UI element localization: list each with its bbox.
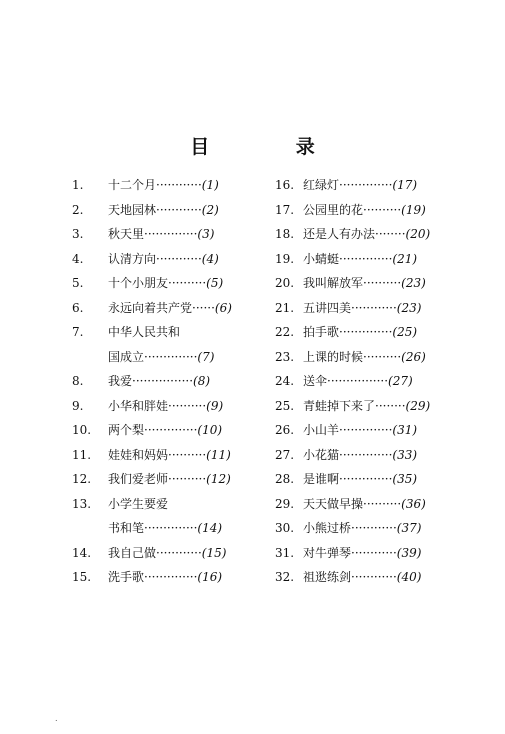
toc-entry-number: 29. <box>275 496 295 511</box>
toc-entry-title: 青蛙掉下来了 <box>303 398 376 413</box>
toc-entry-page: (27) <box>388 374 413 388</box>
toc-entry-page: (14) <box>197 521 223 535</box>
toc-entry-number: 5. <box>72 276 84 290</box>
toc-entry[interactable] <box>275 247 475 272</box>
toc-entry-title: 还是人有办法 <box>303 227 376 241</box>
toc-entry-number: 31. <box>275 545 295 560</box>
toc-entry[interactable] <box>72 320 272 345</box>
toc-entry[interactable] <box>72 541 272 566</box>
toc-entry-title: 公园里的花 <box>303 202 364 217</box>
toc-entry-number: 25. <box>275 398 295 413</box>
toc-entry-title: 小花猫 <box>303 447 340 462</box>
toc-dot-leader: ·············· <box>144 521 198 535</box>
toc-entry[interactable] <box>72 296 272 321</box>
toc-entry-title: 天地园林 <box>108 202 157 217</box>
toc-dot-leader: ············ <box>351 545 397 560</box>
toc-entry-page: (15) <box>201 545 227 560</box>
page-title: 目 录 <box>190 136 355 158</box>
toc-entry-number: 7. <box>72 325 84 339</box>
toc-entry[interactable] <box>72 247 272 272</box>
toc-entry-page: (36) <box>401 496 426 511</box>
toc-entry-page: (40) <box>396 570 422 584</box>
toc-entry-number: 20. <box>275 276 295 290</box>
toc-entry[interactable] <box>275 369 475 394</box>
toc-entry-number: 24. <box>275 374 295 388</box>
toc-dot-leader: ·············· <box>339 447 393 462</box>
toc-dot-leader: ············ <box>351 521 397 535</box>
toc-entry-number: 2. <box>72 202 84 217</box>
toc-entry[interactable] <box>72 516 272 541</box>
toc-entry[interactable] <box>72 271 272 296</box>
toc-entry[interactable] <box>72 173 272 198</box>
toc-entry-page: (16) <box>197 570 223 584</box>
toc-dot-leader: ·········· <box>168 398 207 413</box>
toc-entry-title: 国成立 <box>108 349 145 364</box>
toc-dot-leader: ·········· <box>168 472 207 486</box>
toc-entry-number: 6. <box>72 300 84 315</box>
toc-dot-leader: ·········· <box>168 276 207 290</box>
toc-dot-leader: ················ <box>132 374 194 388</box>
toc-entry[interactable] <box>275 271 475 296</box>
toc-entry[interactable] <box>72 418 272 443</box>
toc-left-column <box>72 173 272 590</box>
toc-dot-leader: ·············· <box>339 472 393 486</box>
toc-entry-title: 小蜻蜓 <box>303 251 340 266</box>
toc-entry-page: (5) <box>206 276 224 290</box>
toc-entry[interactable] <box>72 222 272 247</box>
toc-entry[interactable] <box>72 492 272 517</box>
toc-entry-title: 小学生要爱 <box>108 496 169 511</box>
toc-entry[interactable] <box>72 467 272 492</box>
toc-entry-page: (31) <box>392 423 418 437</box>
toc-entry[interactable] <box>275 173 475 198</box>
toc-dot-leader: ············ <box>351 570 397 584</box>
toc-entry-number: 13. <box>72 496 92 511</box>
toc-entry-title: 书和笔 <box>108 521 145 535</box>
toc-entry-title: 认清方向 <box>108 251 157 266</box>
toc-dot-leader: ········ <box>375 398 406 413</box>
toc-entry-page: (3) <box>197 227 215 241</box>
toc-entry-number: 28. <box>275 472 295 486</box>
toc-entry-page: (12) <box>206 472 231 486</box>
toc-entry-title: 天天做早操 <box>303 496 364 511</box>
toc-entry-page: (39) <box>396 545 422 560</box>
toc-entry-number: 3. <box>72 227 84 241</box>
toc-entry-title: 我们爱老师 <box>108 472 169 486</box>
toc-entry-title: 是谁啊 <box>303 472 340 486</box>
toc-entry-page: (23) <box>401 276 426 290</box>
toc-entry-title: 洗手歌 <box>108 570 145 584</box>
toc-entry-title: 拍手歌 <box>303 325 340 339</box>
toc-entry[interactable] <box>72 369 272 394</box>
toc-dot-leader: ·············· <box>144 423 198 437</box>
toc-entry-number: 9. <box>72 398 84 413</box>
toc-entry-number: 15. <box>72 570 92 584</box>
toc-entry-number: 14. <box>72 545 92 560</box>
toc-entry[interactable] <box>275 198 475 223</box>
toc-entry-page: (37) <box>396 521 422 535</box>
toc-dot-leader: ·············· <box>144 570 198 584</box>
toc-entry[interactable] <box>275 394 475 419</box>
toc-entry-title: 娃娃和妈妈 <box>108 447 169 462</box>
toc-entry[interactable] <box>275 320 475 345</box>
toc-entry-title: 我叫解放军 <box>303 276 364 290</box>
toc-entry[interactable] <box>72 345 272 370</box>
toc-entry-title: 对牛弹琴 <box>303 545 352 560</box>
toc-dot-leader: ············ <box>156 202 202 217</box>
toc-entry-number: 19. <box>275 251 295 266</box>
toc-entry[interactable] <box>275 492 475 517</box>
toc-entry[interactable] <box>72 394 272 419</box>
toc-entry-page: (10) <box>197 423 223 437</box>
toc-entry-title: 送伞 <box>303 374 328 388</box>
toc-entry-number: 18. <box>275 227 295 241</box>
toc-entry-title: 两个梨 <box>108 423 145 437</box>
toc-entry-number: 26. <box>275 423 295 437</box>
toc-entry-page: (9) <box>206 398 224 413</box>
toc-entry-number: 27. <box>275 447 295 462</box>
toc-entry-number: 23. <box>275 349 295 364</box>
toc-dot-leader: ·············· <box>144 349 198 364</box>
toc-entry-number: 1. <box>72 178 84 192</box>
toc-entry[interactable] <box>275 443 475 468</box>
toc-entry-page: (6) <box>214 300 232 315</box>
toc-dot-leader: ·········· <box>363 276 402 290</box>
toc-dot-leader: ·········· <box>168 447 207 462</box>
toc-entry-page: (17) <box>392 178 418 192</box>
toc-dot-leader: ········ <box>375 227 406 241</box>
toc-entry-number: 17. <box>275 202 295 217</box>
toc-entry-page: (29) <box>405 398 431 413</box>
toc-dot-leader: ············ <box>156 251 202 266</box>
toc-entry-title: 中华人民共和 <box>108 325 181 339</box>
toc-entry-title: 祖逖练剑 <box>303 570 352 584</box>
toc-dot-leader: ················ <box>327 374 389 388</box>
footer-mark: . <box>55 714 58 723</box>
toc-dot-leader: ······ <box>192 300 215 315</box>
toc-entry-number: 10. <box>72 423 92 437</box>
toc-entry-title: 红绿灯 <box>303 178 340 192</box>
toc-entry[interactable] <box>275 418 475 443</box>
toc-entry-title: 我爱 <box>108 374 133 388</box>
toc-entry-title: 上课的时候 <box>303 349 364 364</box>
toc-entry-page: (23) <box>396 300 422 315</box>
toc-entry-number: 4. <box>72 251 84 266</box>
toc-entry-title: 小熊过桥 <box>303 521 352 535</box>
toc-entry-number: 30. <box>275 521 295 535</box>
toc-right-column <box>275 173 475 590</box>
toc-entry[interactable] <box>72 443 272 468</box>
toc-entry-page: (25) <box>392 325 418 339</box>
toc-entry-page: (7) <box>197 349 215 364</box>
toc-dot-leader: ············ <box>156 545 202 560</box>
toc-entry-title: 小山羊 <box>303 423 340 437</box>
toc-entry-title: 小华和胖娃 <box>108 398 169 413</box>
toc-dot-leader: ············ <box>351 300 397 315</box>
toc-entry-number: 8. <box>72 374 84 388</box>
toc-entry-number: 32. <box>275 570 295 584</box>
toc-entry[interactable] <box>72 565 272 590</box>
toc-entry[interactable] <box>72 198 272 223</box>
toc-entry-page: (8) <box>193 374 211 388</box>
toc-entry-page: (33) <box>392 447 418 462</box>
toc-entry-page: (21) <box>392 251 418 266</box>
toc-entry[interactable] <box>275 565 475 590</box>
toc-entry-title: 我自己做 <box>108 545 157 560</box>
toc-entry[interactable] <box>275 296 475 321</box>
toc-dot-leader: ·············· <box>339 178 393 192</box>
toc-entry-number: 22. <box>275 325 295 339</box>
toc-entry[interactable] <box>275 541 475 566</box>
toc-entry-number: 12. <box>72 472 92 486</box>
toc-dot-leader: ·············· <box>339 251 393 266</box>
toc-entry-page: (35) <box>392 472 418 486</box>
toc-dot-leader: ············ <box>156 178 202 192</box>
toc-dot-leader: ·········· <box>363 202 402 217</box>
toc-dot-leader: ·············· <box>144 227 198 241</box>
toc-entry[interactable] <box>275 222 475 247</box>
toc-entry-title: 五讲四美 <box>303 300 352 315</box>
toc-entry-number: 21. <box>275 300 295 315</box>
toc-entry-page: (4) <box>201 251 219 266</box>
toc-entry-page: (2) <box>201 202 219 217</box>
toc-entry-title: 永远向着共产党 <box>108 300 193 315</box>
toc-entry-page: (11) <box>206 447 231 462</box>
toc-dot-leader: ·············· <box>339 325 393 339</box>
toc-entry[interactable] <box>275 345 475 370</box>
toc-dot-leader: ·············· <box>339 423 393 437</box>
toc-entry-title: 十二个月 <box>108 178 157 192</box>
toc-entry-title: 十个小朋友 <box>108 276 169 290</box>
toc-entry-page: (26) <box>401 349 426 364</box>
toc-entry-title: 秋天里 <box>108 227 145 241</box>
toc-dot-leader: ·········· <box>363 349 402 364</box>
toc-entry[interactable] <box>275 467 475 492</box>
toc-entry-number: 11. <box>72 447 92 462</box>
toc-entry[interactable] <box>275 516 475 541</box>
toc-entry-page: (20) <box>405 227 431 241</box>
toc-entry-page: (1) <box>201 178 219 192</box>
toc-dot-leader: ·········· <box>363 496 402 511</box>
toc-entry-page: (19) <box>401 202 426 217</box>
toc-entry-number: 16. <box>275 178 295 192</box>
